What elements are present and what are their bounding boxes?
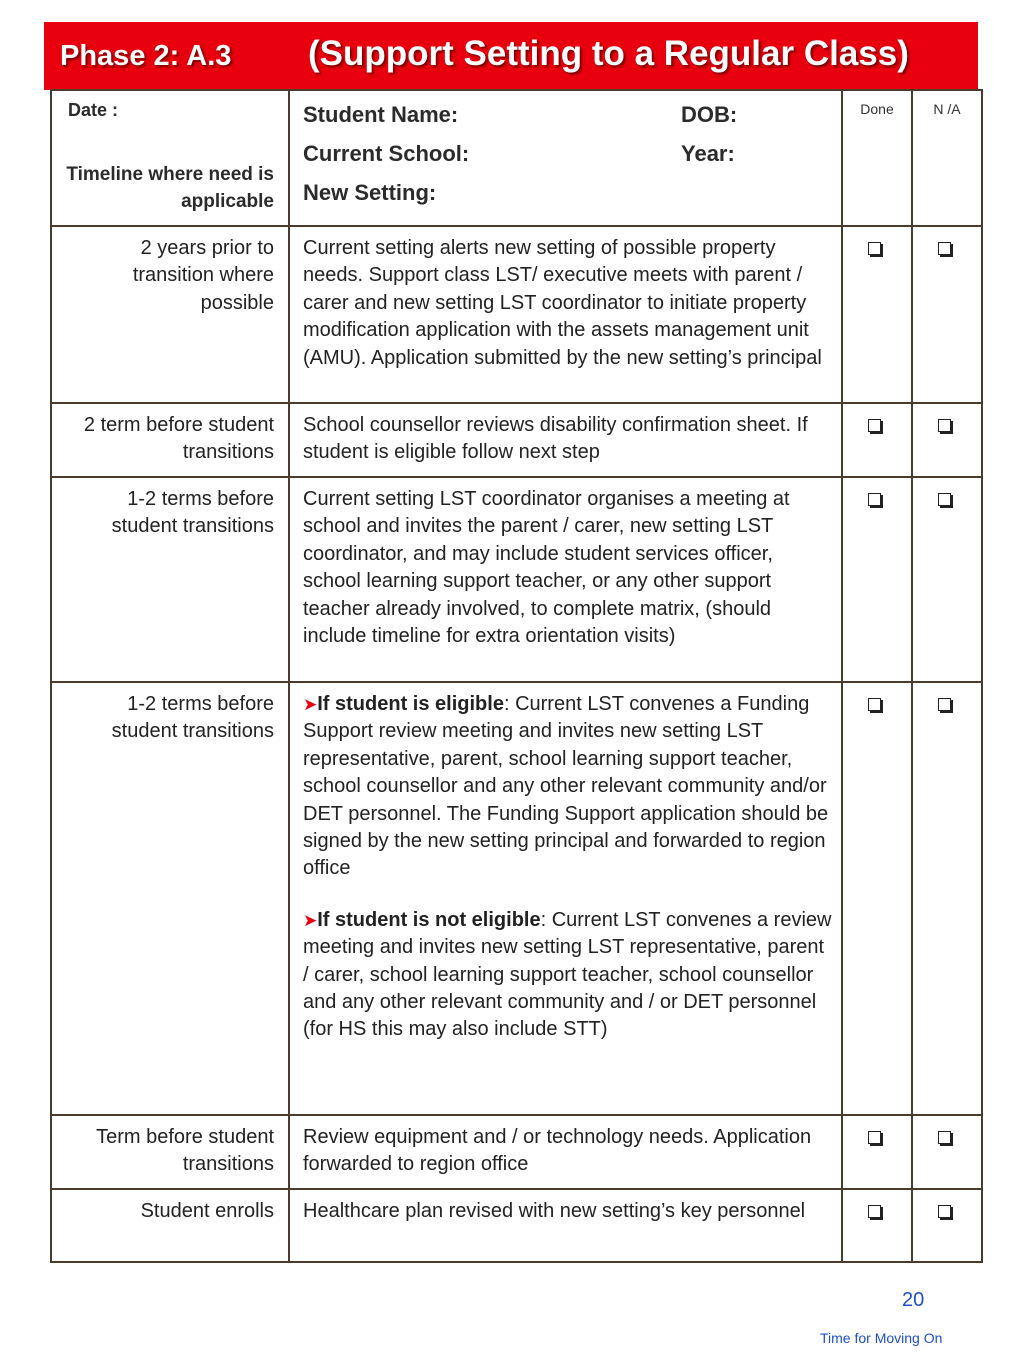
header-date-cell xyxy=(51,90,289,226)
header-na-cell xyxy=(912,90,982,226)
timeline-cell: Term before student transitions xyxy=(51,1115,289,1189)
na-checkbox-icon[interactable] xyxy=(938,242,951,255)
eligible-paragraph xyxy=(303,691,833,883)
timeline-cell: 2 years prior to transition where possible xyxy=(51,226,289,403)
table-row xyxy=(51,682,982,1115)
task-cell: Review equipment and / or technology needs. Application forwarded to region office xyxy=(289,1115,842,1189)
done-checkbox-icon[interactable] xyxy=(868,1205,881,1218)
task-cell: Current setting LST coordinator organises a meeting at school and invites the parent / carer, new setting LST coordinator, and may include student services officer, school learning support teacher, or any other support teacher already involved, to complete matrix, (should include timeline for extra orientation visits) xyxy=(289,477,842,682)
not-eligible-paragraph xyxy=(303,907,833,1044)
timeline-cell: 2 term before student transitions xyxy=(51,403,289,477)
arrow-bullet-icon: ➤ xyxy=(303,910,318,930)
header-row xyxy=(51,90,982,226)
done-checkbox-icon[interactable] xyxy=(868,242,881,255)
na-checkbox-icon[interactable] xyxy=(938,1131,951,1144)
title-banner xyxy=(44,22,978,90)
page-number: 20 xyxy=(902,1289,925,1311)
done-checkbox-icon[interactable] xyxy=(868,419,881,432)
timeline-cell: 1-2 terms before student transitions xyxy=(51,477,289,682)
date-label: Date : xyxy=(68,100,119,120)
year-label: Year: xyxy=(681,141,735,166)
footer-text: Time for Moving On xyxy=(820,1330,943,1346)
done-checkbox-icon[interactable] xyxy=(868,493,881,506)
na-checkbox-icon[interactable] xyxy=(938,493,951,506)
timeline-heading: Timeline where need is applicable xyxy=(66,164,274,212)
not-eligible-label: If student is not eligible xyxy=(317,908,541,931)
header-done-cell xyxy=(842,90,912,226)
dob-label: DOB: xyxy=(681,102,738,127)
page-title: (Support Setting to a Regular Class) xyxy=(308,34,909,73)
timeline-cell: 1-2 terms before student transitions xyxy=(51,682,289,1115)
task-cell xyxy=(289,682,842,1115)
arrow-bullet-icon: ➤ xyxy=(303,695,318,714)
done-checkbox-icon[interactable] xyxy=(868,1131,881,1144)
task-cell: Current setting alerts new setting of possible property needs. Support class LST/ executive meets with parent / carer and new setting LST coordinator to initiate property modification application with the assets management unit (AMU). Application submitted by the new setting’s principal xyxy=(289,226,842,403)
header-student-cell xyxy=(289,90,842,226)
student-name-label: Student Name: xyxy=(303,102,459,127)
new-setting-label: New Setting: xyxy=(303,180,437,205)
timeline-cell: Student enrolls xyxy=(51,1189,289,1262)
transition-checklist-table xyxy=(50,89,983,1263)
not-eligible-text: : Current LST convenes a review meeting and invites new setting LST representative, parent / carer, school learning support teacher, school counsellor and any other relevant community and / or DET personnel (for HS this may also include STT) xyxy=(303,908,832,1041)
na-checkbox-icon[interactable] xyxy=(938,698,951,711)
table-row xyxy=(51,226,982,403)
table-row xyxy=(51,1115,982,1189)
task-cell: Healthcare plan revised with new setting’s key personnel xyxy=(289,1189,842,1262)
na-column-heading: N /A xyxy=(933,101,961,117)
na-checkbox-icon[interactable] xyxy=(938,419,951,432)
na-checkbox-icon[interactable] xyxy=(938,1205,951,1218)
done-checkbox-icon[interactable] xyxy=(868,698,881,711)
table-row xyxy=(51,403,982,477)
eligible-text: : Current LST convenes a Funding Support review meeting and invites new setting LST representative, parent, school learning support teacher, school counsellor and any other relevant community and/or DET personnel. The Funding Support application should be signed by the new setting principal and forwarded to region office xyxy=(303,693,829,880)
table-row xyxy=(51,1189,982,1262)
phase-label: Phase 2: A.3 xyxy=(60,40,232,72)
done-column-heading: Done xyxy=(860,101,894,117)
eligible-label: If student is eligible xyxy=(317,693,504,715)
table-row xyxy=(51,477,982,682)
task-cell: School counsellor reviews disability confirmation sheet. If student is eligible follow next step xyxy=(289,403,842,477)
current-school-label: Current School: xyxy=(303,141,470,166)
